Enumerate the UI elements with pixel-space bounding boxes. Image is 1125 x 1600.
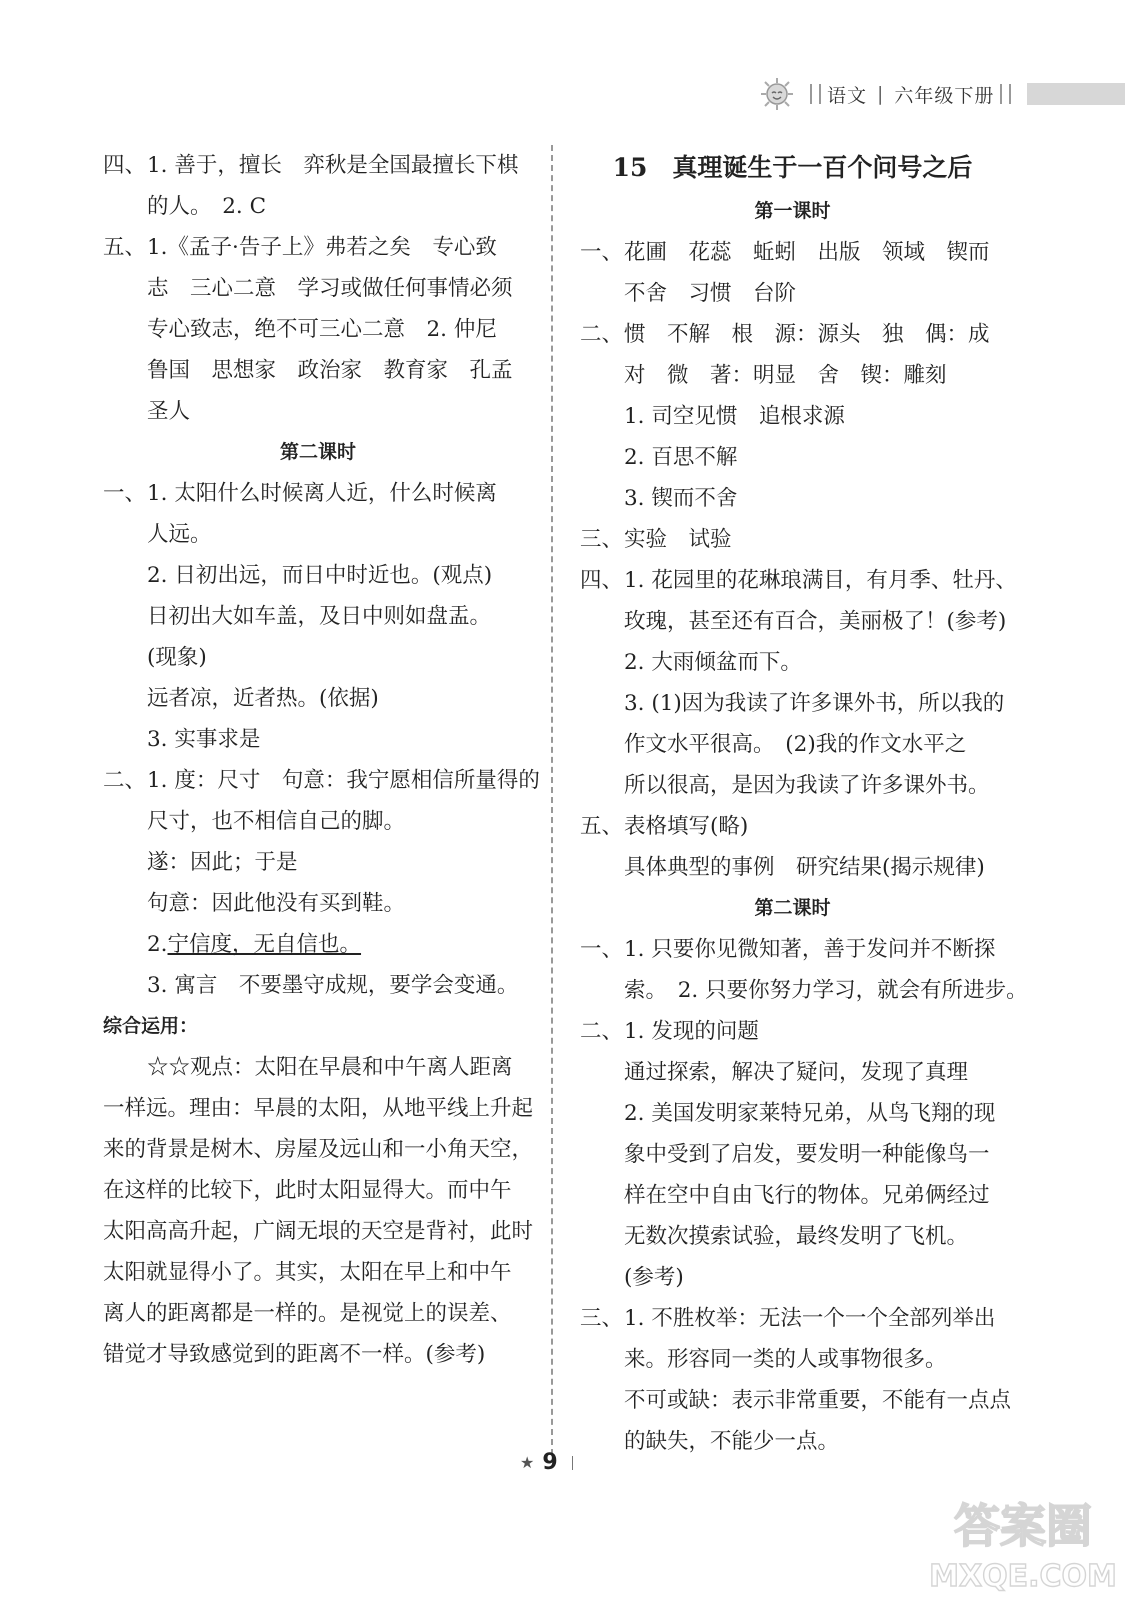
r4-number: 四、 xyxy=(580,568,624,593)
r4-line6: 所以很高，是因为我读了许多课外书。 xyxy=(624,773,990,798)
zonghe-line3: 来的背景是树木、房屋及远山和一小角天空， xyxy=(103,1137,534,1162)
s1-line1: 1. 只要你见微知著，善于发问并不断探 xyxy=(624,937,996,962)
r2-line3: 1. 司空见惯 追根求源 xyxy=(624,404,845,429)
header-bars xyxy=(810,84,821,104)
section-title-lesson2-right: 第二课时 xyxy=(754,897,831,919)
s2-line5: 样在空中自由飞行的物体。兄弟俩经过 xyxy=(624,1183,990,1208)
a2-line6: 3. 寓言 不要墨守成规，要学会变通。 xyxy=(147,973,519,998)
s2-number: 二、 xyxy=(580,1019,624,1044)
page-footer xyxy=(520,1450,573,1475)
section-title-lesson1: 第一课时 xyxy=(754,200,831,222)
header-separator: | xyxy=(877,83,885,105)
q5-number: 五、 xyxy=(103,235,147,260)
zonghe-line8: 错觉才导致感觉到的距离不一样。(参考) xyxy=(103,1342,486,1367)
q4-number: 四、 xyxy=(103,153,147,178)
s2-line3: 2. 美国发明家莱特兄弟，从鸟飞翔的现 xyxy=(624,1101,996,1126)
zonghe-line4: 在这样的比较下，此时太阳显得大。而中午 xyxy=(103,1178,512,1203)
zonghe-line6: 太阳就显得小了。其实，太阳在早上和中午 xyxy=(103,1260,512,1285)
a1-line7: 3. 实事求是 xyxy=(147,727,261,752)
a1-line5: (现象) xyxy=(147,645,207,670)
s1-line2: 索。 2. 只要你努力学习，就会有所进步。 xyxy=(624,978,1028,1003)
q5-line1: 1.《孟子·告子上》弗若之矣 专心致 xyxy=(147,235,497,260)
a1-line6: 远者凉，近者热。(依据) xyxy=(147,686,379,711)
q5-line3: 专心致志，绝不可三心二意 2. 仲尼 xyxy=(147,317,497,342)
s3-line3: 不可或缺：表示非常重要，不能有一点点 xyxy=(624,1388,1012,1413)
s3-number: 三、 xyxy=(580,1306,624,1331)
a2-line5-underlined: 宁信度，无自信也。 xyxy=(167,932,362,957)
r1-line2: 不舍 习惯 台阶 xyxy=(624,281,797,306)
r2-line5: 3. 锲而不舍 xyxy=(624,486,738,511)
a1-number: 一、 xyxy=(103,481,147,506)
s2-line2: 通过探索，解决了疑问，发现了真理 xyxy=(624,1060,969,1085)
s2-line1: 1. 发现的问题 xyxy=(624,1019,759,1044)
header-band xyxy=(1027,83,1125,105)
subject-label: 语文 xyxy=(827,84,868,107)
r4-line2: 玫瑰，甚至还有百合，美丽极了！(参考) xyxy=(624,609,1007,634)
s2-line7: (参考) xyxy=(624,1265,684,1290)
r4-line4: 3. (1)因为我读了许多课外书，所以我的 xyxy=(624,691,1005,716)
column-divider xyxy=(551,145,553,1455)
watermark-title: 答案圈 xyxy=(954,1499,1092,1553)
zonghe-label: 综合运用： xyxy=(103,1015,199,1037)
watermark-url: MXQE.COM xyxy=(929,1559,1117,1594)
zonghe-line5: 太阳高高升起，广阔无垠的天空是背衬，此时 xyxy=(103,1219,534,1244)
r3-line1: 实验 试验 xyxy=(624,527,732,552)
s2-line6: 无数次摸索试验，最终发明了飞机。 xyxy=(624,1224,969,1249)
s3-line2: 来。形容同一类的人或事物很多。 xyxy=(624,1347,947,1372)
a2-line2: 尺寸，也不相信自己的脚。 xyxy=(147,809,406,834)
q5-line4: 鲁国 思想家 政治家 教育家 孔孟 xyxy=(147,358,513,383)
left-column xyxy=(103,145,540,1375)
s3-line4: 的缺失，不能少一点。 xyxy=(624,1429,840,1454)
header-bars-right xyxy=(1000,84,1011,104)
footer-tick xyxy=(572,1456,573,1470)
a1-line2: 人远。 xyxy=(147,522,212,547)
r1-line1: 花圃 花蕊 蚯蚓 出版 领域 锲而 xyxy=(624,240,990,265)
s2-line4: 象中受到了启发，要发明一种能像鸟一 xyxy=(624,1142,990,1167)
a2-line5-prefix: 2. xyxy=(147,932,168,957)
watermark-logo xyxy=(928,1490,1118,1595)
right-column xyxy=(580,145,1028,1462)
a2-line3: 遂：因此；于是 xyxy=(147,850,298,875)
sun-mascot-icon xyxy=(760,77,794,111)
q5-line2: 志 三心二意 学习或做任何事情必须 xyxy=(147,276,513,301)
r2-number: 二、 xyxy=(580,322,624,347)
r3-number: 三、 xyxy=(580,527,624,552)
q4-line1: 1. 善于，擅长 弈秋是全国最擅长下棋 xyxy=(147,153,519,178)
r2-line4: 2. 百思不解 xyxy=(624,445,738,470)
r2-line1: 惯 不解 根 源：源头 独 偶：成 xyxy=(624,322,990,347)
r4-line5: 作文水平很高。 (2)我的作文水平之 xyxy=(624,732,967,757)
r5-line1: 表格填写(略) xyxy=(624,814,749,839)
section-title-lesson2-left: 第二课时 xyxy=(279,441,356,463)
zonghe-line2: 一样远。理由：早晨的太阳，从地平线上升起 xyxy=(103,1096,534,1121)
r1-number: 一、 xyxy=(580,240,624,265)
a2-line4: 句意：因此他没有买到鞋。 xyxy=(147,891,406,916)
star-icon: ★ xyxy=(520,1453,535,1472)
zonghe-line1: ☆☆观点：太阳在早晨和中午离人距离 xyxy=(147,1055,513,1080)
r5-line2: 具体典型的事例 研究结果(揭示规律) xyxy=(624,855,985,880)
s1-number: 一、 xyxy=(580,937,624,962)
a1-line3: 2. 日初出远，而日中时近也。(观点) xyxy=(147,563,493,588)
lesson-title: 15 真理诞生于一百个问号之后 xyxy=(612,153,973,182)
a2-line1: 1. 度：尺寸 句意：我宁愿相信所量得的 xyxy=(147,768,540,793)
q4-line2: 的人。 2. C xyxy=(147,194,267,219)
s3-line1: 1. 不胜枚举：无法一个一个全部列举出 xyxy=(624,1306,996,1331)
r4-line3: 2. 大雨倾盆而下。 xyxy=(624,650,802,675)
a1-line4: 日初出大如车盖，及日中则如盘盂。 xyxy=(147,604,492,629)
a2-number: 二、 xyxy=(103,768,147,793)
r4-line1: 1. 花园里的花琳琅满目，有月季、牡丹、 xyxy=(624,568,1017,593)
page-header xyxy=(760,76,1125,112)
grade-label: 六年级下册 xyxy=(894,84,995,107)
a1-line1: 1. 太阳什么时候离人近，什么时候离 xyxy=(147,481,497,506)
zonghe-line7: 离人的距离都是一样的。是视觉上的误差、 xyxy=(103,1301,512,1326)
page-number: 9 xyxy=(542,1450,558,1475)
q5-line5: 圣人 xyxy=(147,399,191,424)
r2-line2: 对 微 著：明显 舍 锲：雕刻 xyxy=(624,363,947,388)
r5-number: 五、 xyxy=(580,814,624,839)
